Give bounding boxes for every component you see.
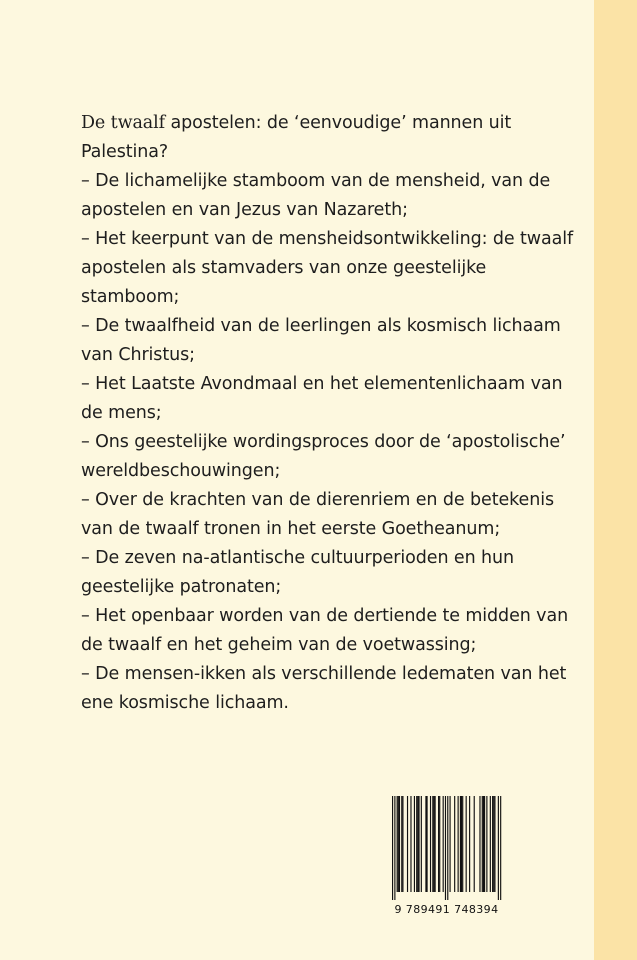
blurb-item: – De mensen-ikken als verschillende ledematen van het ene kosmische lichaam. xyxy=(81,664,567,713)
barcode-bar xyxy=(447,796,448,900)
barcode-bar xyxy=(394,796,395,900)
blurb-item: – Het Laatste Avondmaal en het elementenlichaam van de mens; xyxy=(81,374,563,423)
barcode-bar xyxy=(399,796,400,892)
blurb-intro-rest: apostelen: de ‘eenvoudige’ mannen uit Palestina? xyxy=(81,113,512,162)
barcode-bar xyxy=(458,796,459,892)
barcode-bar xyxy=(493,796,494,892)
barcode-bar xyxy=(474,796,475,892)
barcode-bar xyxy=(416,796,417,892)
barcode-bar xyxy=(417,796,418,892)
blurb-item: – Ons geestelijke wordingsproces door de ‘apostolische’ wereldbeschouwingen; xyxy=(81,432,566,481)
barcode-bar xyxy=(418,796,419,892)
barcode-bar xyxy=(466,796,467,892)
barcode-bar xyxy=(450,796,451,892)
barcode-bar xyxy=(397,796,398,892)
barcode-bar xyxy=(398,796,399,892)
barcode-bar xyxy=(494,796,495,892)
barcode-bar xyxy=(492,796,493,892)
barcode-bar xyxy=(414,796,415,892)
barcode-bar xyxy=(421,796,422,892)
barcode-bar xyxy=(460,796,461,892)
blurb-item: – De zeven na-atlantische cultuurperioden en hun geestelijke patronaten; xyxy=(81,548,514,597)
barcode-bar xyxy=(482,796,483,892)
barcode-bar xyxy=(401,796,402,892)
back-cover-blurb xyxy=(81,109,586,718)
blurb-item: – Het openbaar worden van de dertiende te midden van de twaalf en het geheim van de voetwassing; xyxy=(81,606,569,655)
barcode-bar xyxy=(469,796,470,892)
isbn-number: 9 789491 748394 xyxy=(394,903,499,916)
blurb-item: – De lichamelijke stamboom van de mensheid, van de apostelen en van Jezus van Nazareth; xyxy=(81,171,551,220)
barcode-bar xyxy=(438,796,439,892)
blurb-item: – Het keerpunt van de mensheidsontwikkeling: de twaalf apostelen als stamvaders van onze geestelijke stamboom; xyxy=(81,229,574,307)
barcode-bar xyxy=(486,796,487,892)
barcode-bar xyxy=(435,796,436,892)
barcode-bar xyxy=(425,796,426,892)
barcode-bar xyxy=(402,796,403,892)
barcode-bar xyxy=(462,796,463,892)
barcode-bar xyxy=(430,796,431,892)
barcode-bar xyxy=(461,796,462,892)
barcode-bar xyxy=(432,796,433,892)
isbn-barcode xyxy=(389,796,504,916)
blurb-intro xyxy=(81,109,586,167)
barcode-bar xyxy=(407,796,408,892)
barcode-bar xyxy=(445,796,446,900)
barcode-bar xyxy=(439,796,440,892)
barcode-bar xyxy=(498,796,499,900)
barcode-bar xyxy=(490,796,491,892)
blurb-item: – De twaalfheid van de leerlingen als kosmisch lichaam van Christus; xyxy=(81,316,561,365)
barcode-bar xyxy=(433,796,434,892)
spine-edge xyxy=(594,0,637,960)
barcode-bar xyxy=(454,796,455,892)
barcode-bar xyxy=(484,796,485,892)
barcode-bar xyxy=(410,796,411,892)
barcode-bar xyxy=(500,796,501,900)
barcode-bar xyxy=(427,796,428,892)
barcode-bar xyxy=(483,796,484,892)
barcode-bar xyxy=(479,796,480,892)
blurb-intro-lead: De twaalf xyxy=(81,113,166,133)
blurb-item: – Over de krachten van de dierenriem en de betekenis van de twaalf tronen in het eerste Goetheanum; xyxy=(81,490,554,539)
barcode-bar xyxy=(443,796,444,892)
barcode-bar xyxy=(392,796,393,900)
barcode-bars xyxy=(389,796,504,900)
